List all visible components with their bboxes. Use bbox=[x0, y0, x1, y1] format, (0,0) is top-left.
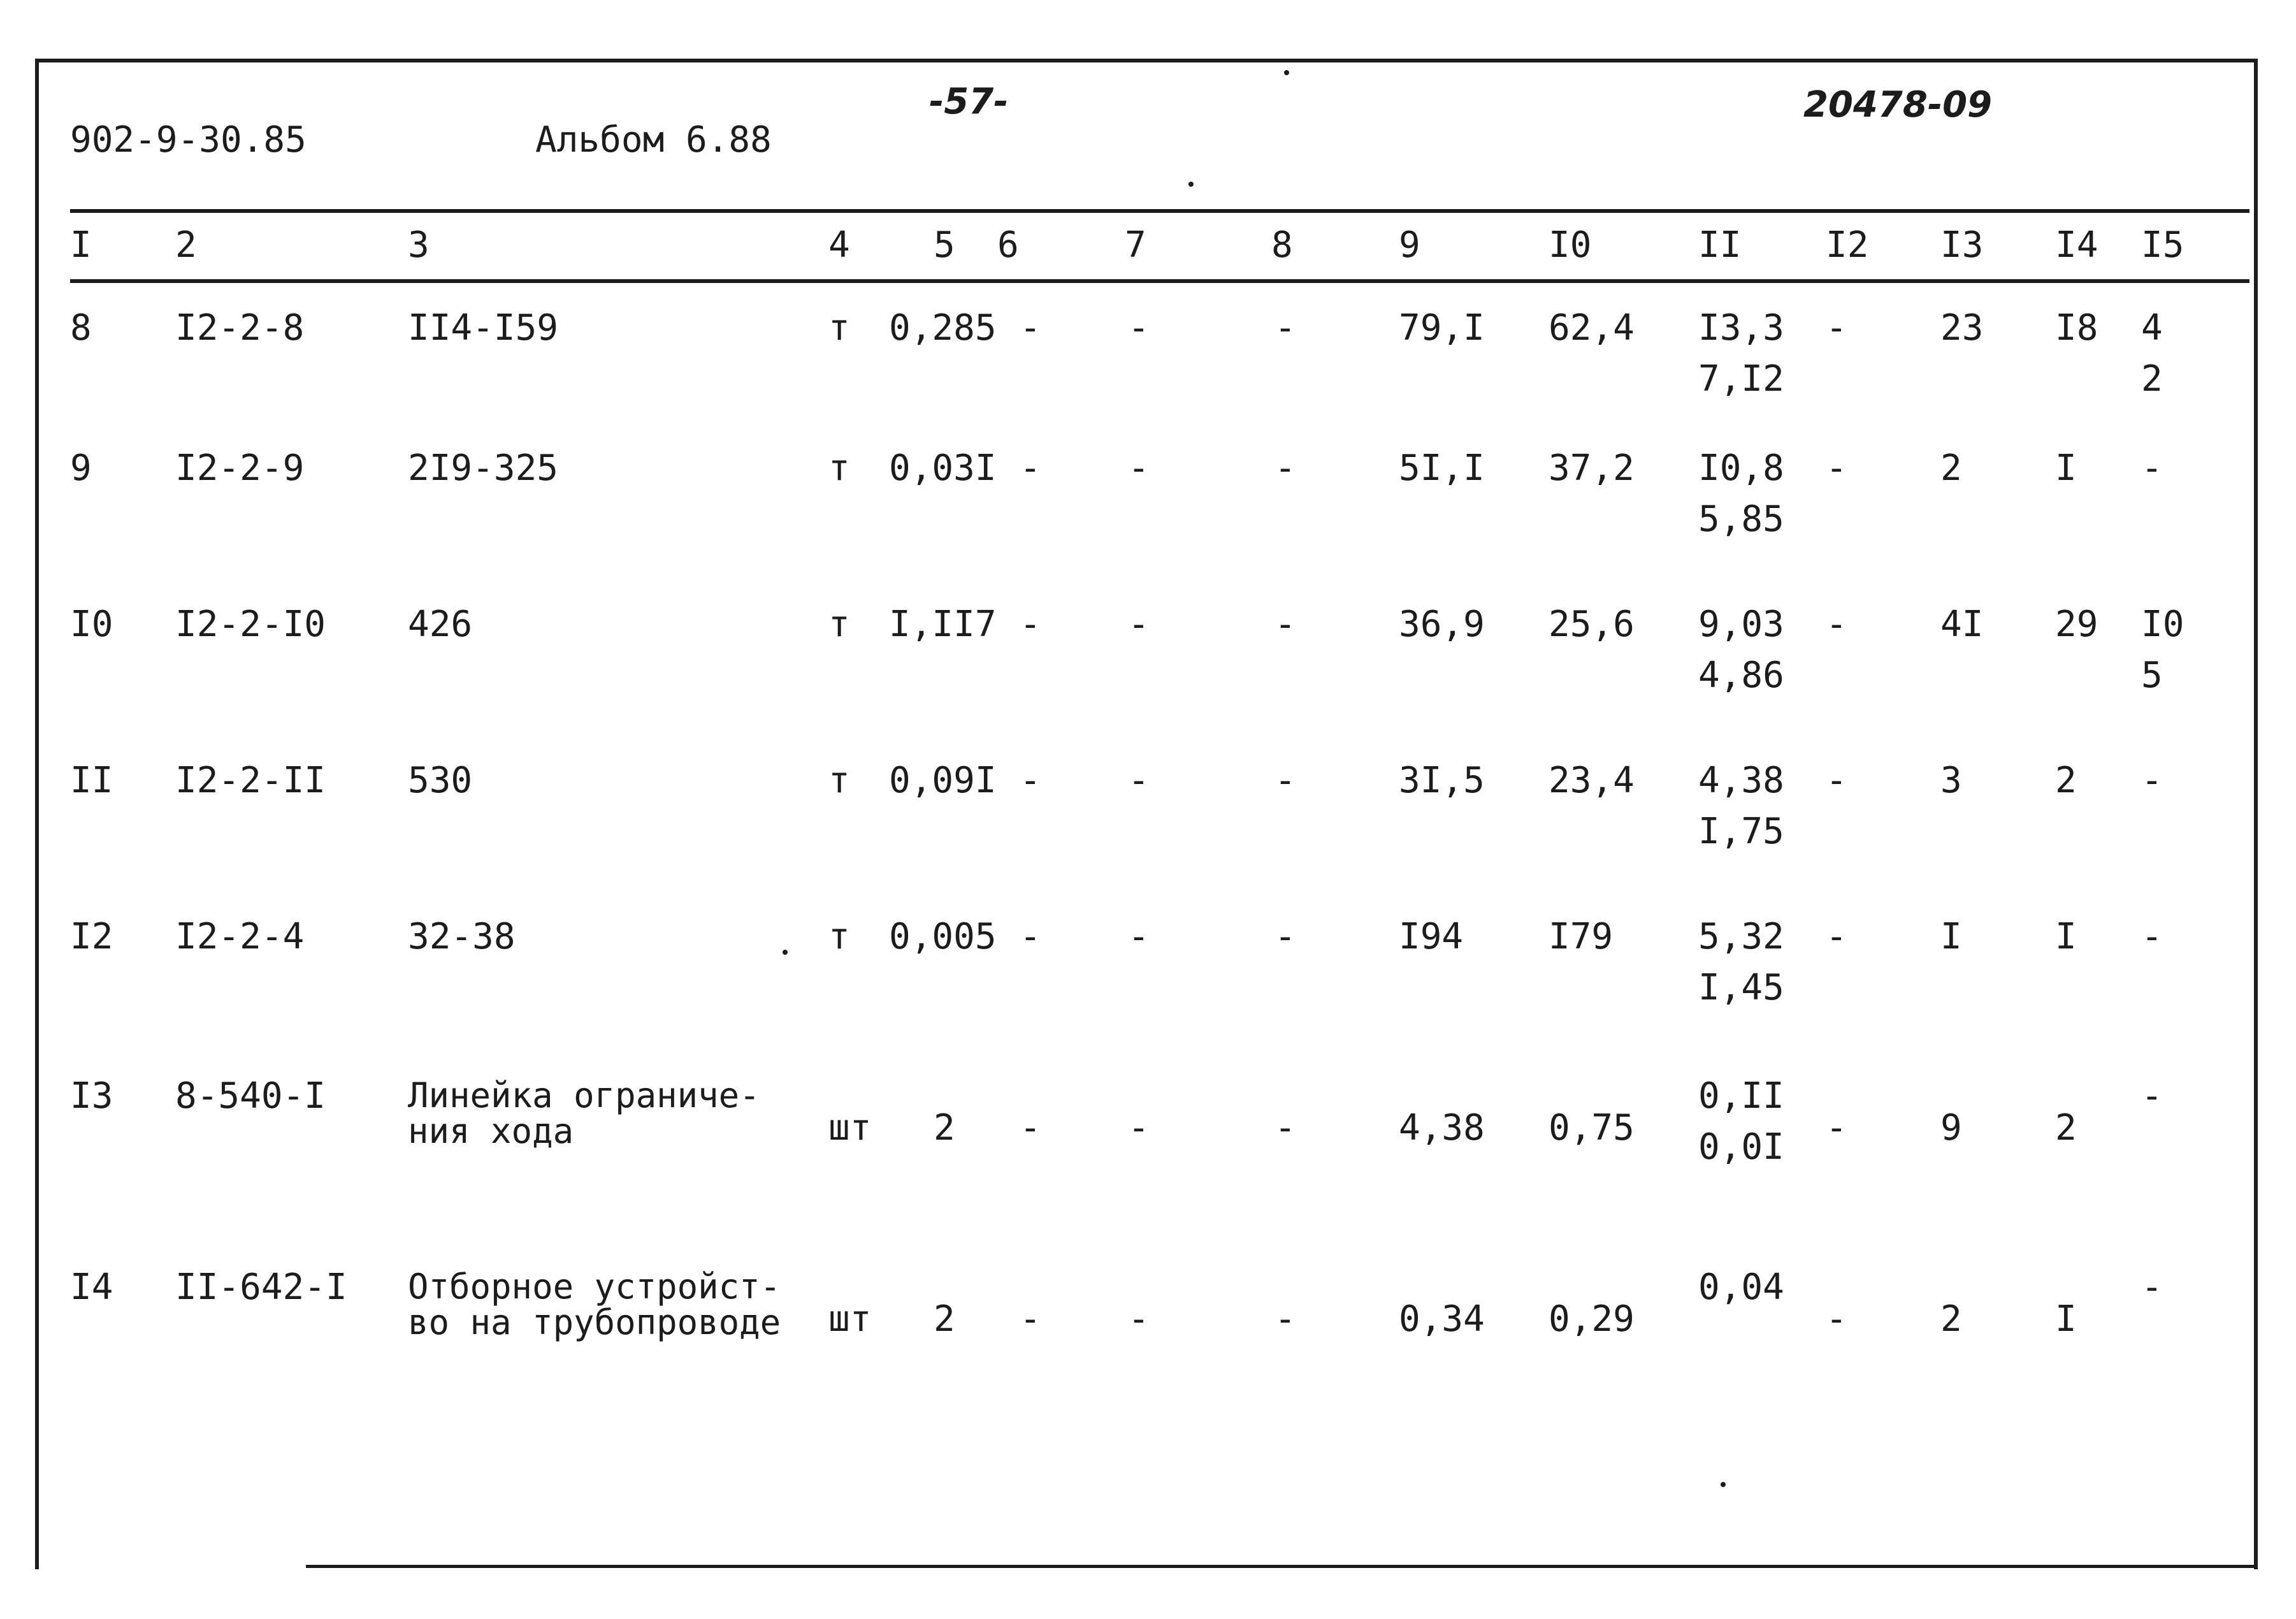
table-cell-col15: - bbox=[2141, 1075, 2163, 1117]
table-cell-col6: - bbox=[1020, 604, 1041, 645]
column-header-3: 3 bbox=[408, 224, 430, 266]
table-cell-col13: 9 bbox=[1940, 1107, 1962, 1149]
table-cell-col11: 0,II bbox=[1698, 1075, 1784, 1117]
table-cell-col13: I bbox=[1940, 916, 1962, 957]
column-header-12: I2 bbox=[1826, 224, 1869, 266]
table-cell-col9: 36,9 bbox=[1399, 604, 1485, 645]
table-cell-col6: - bbox=[1020, 1298, 1041, 1340]
table-cell-col4: т bbox=[828, 916, 850, 957]
table-cell-col14: I bbox=[2055, 1298, 2077, 1340]
table-cell-col3: ния хода bbox=[408, 1111, 574, 1151]
scan-speck bbox=[1284, 70, 1289, 75]
table-cell-col3: 2I9-325 bbox=[408, 447, 559, 489]
table-cell-col5: 2 bbox=[934, 1107, 955, 1149]
table-cell-col10: I79 bbox=[1549, 916, 1614, 957]
table-cell-col13: 4I bbox=[1940, 604, 1984, 645]
table-cell-col7: - bbox=[1128, 1298, 1150, 1340]
column-header-10: I0 bbox=[1549, 224, 1592, 266]
table-cell-col1: 8 bbox=[70, 307, 92, 349]
table-cell-col5: 0,03I bbox=[889, 447, 997, 489]
table-cell-col14: 2 bbox=[2055, 1107, 2077, 1149]
table-cell-col12: - bbox=[1826, 447, 1847, 489]
table-cell-col15: - bbox=[2141, 1267, 2163, 1308]
table-cell-col15: - bbox=[2141, 447, 2163, 489]
table-cell-col3: 426 bbox=[408, 604, 473, 645]
table-cell-col12: - bbox=[1826, 760, 1847, 801]
table-cell-col8: - bbox=[1274, 447, 1296, 489]
table-cell-col15: 5 bbox=[2141, 655, 2163, 696]
table-cell-col5: 0,005 bbox=[889, 916, 997, 957]
table-header-rule bbox=[70, 279, 2249, 283]
table-cell-col14: 2 bbox=[2055, 760, 2077, 801]
doc-code: 902-9-30.85 bbox=[70, 119, 307, 161]
table-cell-col8: - bbox=[1274, 1107, 1296, 1149]
table-cell-col15: 2 bbox=[2141, 358, 2163, 400]
table-cell-col9: 5I,I bbox=[1399, 447, 1485, 489]
table-cell-col11: 5,85 bbox=[1698, 498, 1784, 540]
table-cell-col11: 4,86 bbox=[1698, 655, 1784, 696]
table-cell-col7: - bbox=[1128, 1107, 1150, 1149]
table-cell-col9: 4,38 bbox=[1399, 1107, 1485, 1149]
table-cell-col4: т bbox=[828, 604, 850, 645]
table-cell-col1: II bbox=[70, 760, 113, 801]
table-cell-col15: - bbox=[2141, 916, 2163, 957]
table-cell-col10: 23,4 bbox=[1549, 760, 1635, 801]
table-cell-col3: Линейка ограниче- bbox=[408, 1075, 760, 1115]
table-cell-col11: I3,3 bbox=[1698, 307, 1784, 349]
sheet-code: 20478-09 bbox=[1803, 84, 1992, 126]
column-header-7: 7 bbox=[1125, 224, 1146, 266]
table-cell-col4: шт bbox=[828, 1298, 872, 1340]
table-cell-col11: 7,I2 bbox=[1698, 358, 1784, 400]
table-cell-col11: 0,0I bbox=[1698, 1126, 1784, 1168]
table-cell-col2: I2-2-4 bbox=[175, 916, 305, 957]
table-cell-col4: шт bbox=[828, 1107, 872, 1149]
table-cell-col1: I0 bbox=[70, 604, 113, 645]
table-cell-col7: - bbox=[1128, 604, 1150, 645]
table-cell-col9: 0,34 bbox=[1399, 1298, 1485, 1340]
table-cell-col2: I2-2-II bbox=[175, 760, 326, 801]
table-cell-col14: I bbox=[2055, 916, 2077, 957]
table-cell-col3: 530 bbox=[408, 760, 473, 801]
page-number: -57- bbox=[929, 81, 1009, 122]
table-cell-col2: II-642-I bbox=[175, 1267, 347, 1308]
table-cell-col12: - bbox=[1826, 916, 1847, 957]
table-cell-col3: 32-38 bbox=[408, 916, 516, 957]
table-cell-col6: - bbox=[1020, 447, 1041, 489]
scan-speck bbox=[1188, 182, 1194, 187]
table-cell-col13: 23 bbox=[1940, 307, 1984, 349]
table-cell-col8: - bbox=[1274, 604, 1296, 645]
table-top-rule bbox=[70, 209, 2249, 213]
table-cell-col6: - bbox=[1020, 916, 1041, 957]
table-cell-col2: I2-2-9 bbox=[175, 447, 305, 489]
table-cell-col1: I4 bbox=[70, 1267, 113, 1308]
column-header-14: I4 bbox=[2055, 224, 2098, 266]
table-cell-col5: 2 bbox=[934, 1298, 955, 1340]
table-cell-col4: т bbox=[828, 447, 850, 489]
table-cell-col3: II4-I59 bbox=[408, 307, 559, 349]
table-cell-col6: - bbox=[1020, 307, 1041, 349]
table-cell-col7: - bbox=[1128, 447, 1150, 489]
column-header-11: II bbox=[1698, 224, 1742, 266]
table-cell-col8: - bbox=[1274, 916, 1296, 957]
table-cell-col9: 3I,5 bbox=[1399, 760, 1485, 801]
table-cell-col11: I,45 bbox=[1698, 967, 1784, 1008]
table-cell-col15: 4 bbox=[2141, 307, 2163, 349]
table-cell-col14: I8 bbox=[2055, 307, 2098, 349]
column-header-6: 6 bbox=[997, 224, 1019, 266]
table-cell-col11: 9,03 bbox=[1698, 604, 1784, 645]
table-cell-col7: - bbox=[1128, 307, 1150, 349]
table-cell-col12: - bbox=[1826, 604, 1847, 645]
table-cell-col13: 3 bbox=[1940, 760, 1962, 801]
table-cell-col4: т bbox=[828, 307, 850, 349]
column-header-4: 4 bbox=[828, 224, 850, 266]
column-header-2: 2 bbox=[175, 224, 197, 266]
table-cell-col13: 2 bbox=[1940, 1298, 1962, 1340]
table-cell-col3: Отборное устройст- bbox=[408, 1267, 781, 1307]
scan-speck bbox=[783, 950, 788, 955]
table-cell-col15: - bbox=[2141, 760, 2163, 801]
table-cell-col5: I,II7 bbox=[889, 604, 997, 645]
table-cell-col15: I0 bbox=[2141, 604, 2184, 645]
table-cell-col11: 4,38 bbox=[1698, 760, 1784, 801]
table-cell-col13: 2 bbox=[1940, 447, 1962, 489]
table-cell-col10: 25,6 bbox=[1549, 604, 1635, 645]
column-header-13: I3 bbox=[1940, 224, 1984, 266]
table-cell-col11: I,75 bbox=[1698, 811, 1784, 852]
table-cell-col7: - bbox=[1128, 760, 1150, 801]
table-cell-col1: I2 bbox=[70, 916, 113, 957]
table-cell-col11: 0,04 bbox=[1698, 1267, 1784, 1308]
table-cell-col1: I3 bbox=[70, 1075, 113, 1117]
page-frame-bottom bbox=[306, 1565, 2258, 1568]
table-cell-col12: - bbox=[1826, 1107, 1847, 1149]
table-cell-col5: 0,285 bbox=[889, 307, 997, 349]
column-header-8: 8 bbox=[1271, 224, 1293, 266]
album-label: Альбом 6.88 bbox=[535, 119, 772, 161]
table-cell-col2: 8-540-I bbox=[175, 1075, 326, 1117]
table-cell-col2: I2-2-8 bbox=[175, 307, 305, 349]
table-cell-col10: 0,29 bbox=[1549, 1298, 1635, 1340]
table-cell-col8: - bbox=[1274, 1298, 1296, 1340]
table-cell-col4: т bbox=[828, 760, 850, 801]
table-cell-col10: 37,2 bbox=[1549, 447, 1635, 489]
table-cell-col9: I94 bbox=[1399, 916, 1464, 957]
table-cell-col14: 29 bbox=[2055, 604, 2098, 645]
table-cell-col8: - bbox=[1274, 307, 1296, 349]
table-cell-col11: 5,32 bbox=[1698, 916, 1784, 957]
table-cell-col6: - bbox=[1020, 1107, 1041, 1149]
table-cell-col2: I2-2-I0 bbox=[175, 604, 326, 645]
table-cell-col10: 0,75 bbox=[1549, 1107, 1635, 1149]
table-cell-col1: 9 bbox=[70, 447, 92, 489]
table-cell-col8: - bbox=[1274, 760, 1296, 801]
column-header-15: I5 bbox=[2141, 224, 2184, 266]
column-header-1: I bbox=[70, 224, 92, 266]
column-header-9: 9 bbox=[1399, 224, 1420, 266]
table-cell-col6: - bbox=[1020, 760, 1041, 801]
table-cell-col11: I0,8 bbox=[1698, 447, 1784, 489]
table-cell-col9: 79,I bbox=[1399, 307, 1485, 349]
table-cell-col12: - bbox=[1826, 307, 1847, 349]
table-cell-col7: - bbox=[1128, 916, 1150, 957]
scan-speck bbox=[1721, 1482, 1726, 1487]
column-header-5: 5 bbox=[934, 224, 955, 266]
table-cell-col12: - bbox=[1826, 1298, 1847, 1340]
table-cell-col10: 62,4 bbox=[1549, 307, 1635, 349]
table-cell-col3: во на трубопроводе bbox=[408, 1302, 781, 1342]
table-cell-col5: 0,09I bbox=[889, 760, 997, 801]
table-cell-col14: I bbox=[2055, 447, 2077, 489]
